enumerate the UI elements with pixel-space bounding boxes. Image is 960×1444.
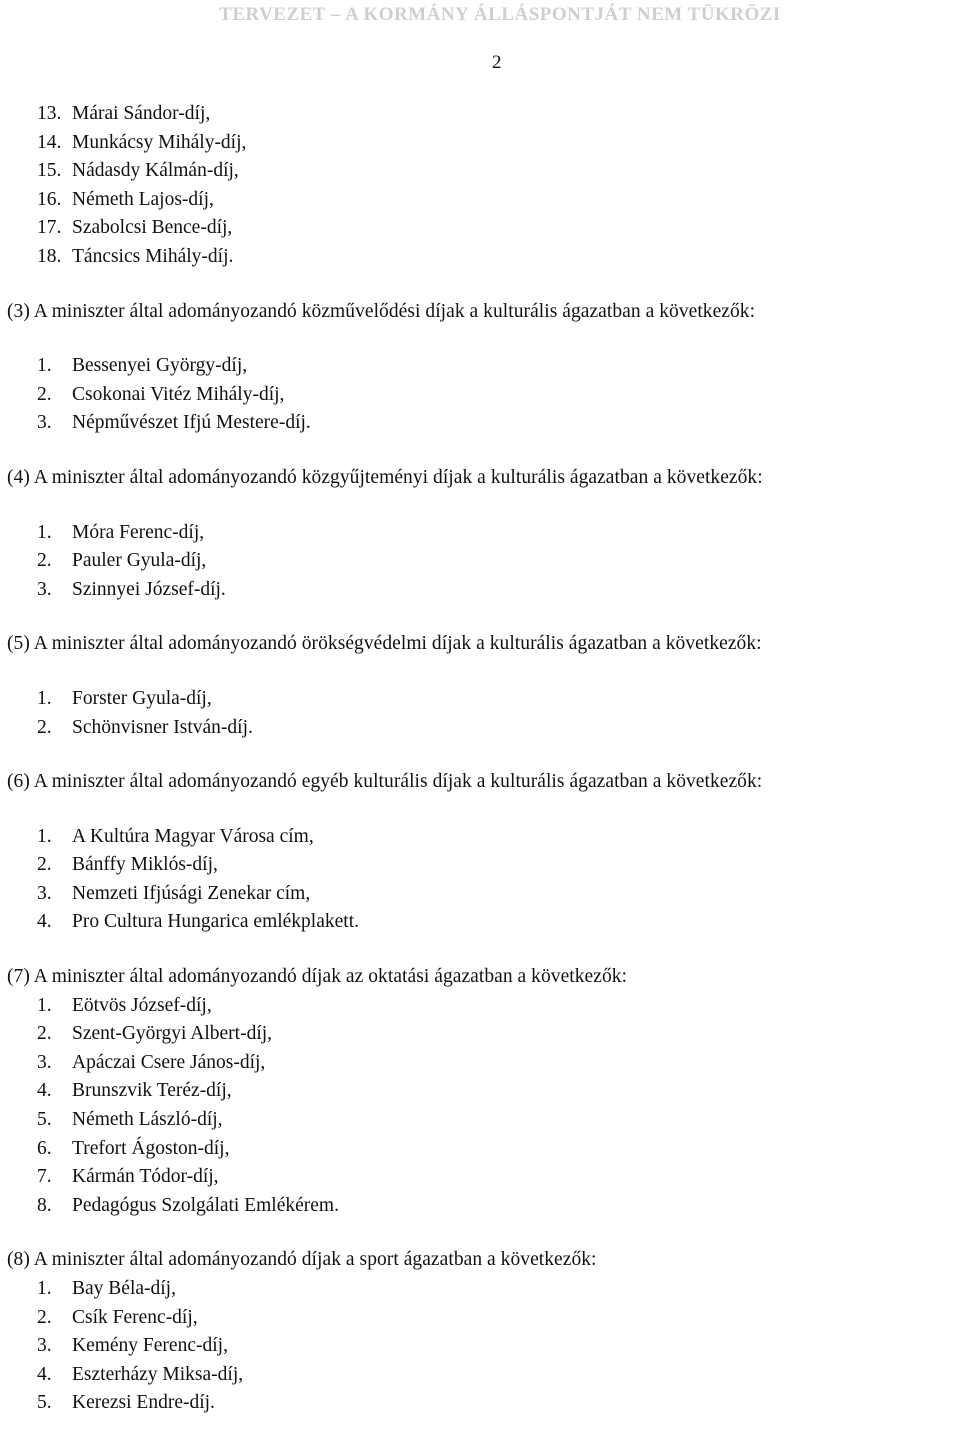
- list-item: [7, 1389, 957, 1418]
- list-item: [7, 1020, 957, 1049]
- list-item: [7, 409, 957, 438]
- list-item: [7, 1361, 957, 1390]
- list-item-text: Németh Lajos-díj,: [72, 188, 214, 210]
- list-item-text: Kerezsi Endre-díj.: [72, 1392, 215, 1414]
- list-item: [7, 1077, 957, 1106]
- list-item: [7, 547, 957, 576]
- list-item: [7, 908, 957, 937]
- kozgyujtemenyi-award-list: [7, 519, 957, 605]
- list-item-number: 14.: [37, 131, 62, 153]
- list-item-number: 13.: [37, 103, 62, 124]
- list-item-number: 3.: [37, 1051, 52, 1073]
- draft-watermark: TERVEZET – A KORMÁNY ÁLLÁSPONTJÁT NEM TÜKRÖZI: [219, 4, 781, 25]
- document-body: [7, 100, 957, 1418]
- list-item-text: Nemzeti Ifjúsági Zenekar cím,: [72, 882, 311, 904]
- list-item-number: 16.: [37, 188, 62, 210]
- list-item: [7, 1049, 957, 1078]
- list-item-text: Németh László-díj,: [72, 1109, 223, 1131]
- list-item-number: 5.: [37, 1392, 52, 1414]
- list-item-text: Szinnyei József-díj.: [72, 578, 226, 600]
- list-item-text: Pedagógus Szolgálati Emlékérem.: [72, 1194, 339, 1216]
- list-item-number: 18.: [37, 245, 62, 267]
- sport-award-list: [7, 1275, 957, 1418]
- list-item-number: 2.: [37, 550, 52, 572]
- list-item-text: Bánffy Miklós-díj,: [72, 854, 218, 876]
- list-item-number: 3.: [37, 1335, 52, 1357]
- list-item-text: A Kultúra Magyar Városa cím,: [72, 825, 314, 847]
- list-item: [7, 576, 957, 605]
- list-item: [7, 129, 957, 158]
- list-item-number: 15.: [37, 160, 62, 182]
- list-item-text: Eszterházy Miksa-díj,: [72, 1363, 244, 1385]
- list-item-number: 7.: [37, 1166, 52, 1188]
- list-item-text: Kemény Ferenc-díj,: [72, 1335, 228, 1357]
- list-item-number: 8.: [37, 1194, 52, 1216]
- list-item: [7, 519, 957, 548]
- list-item: [7, 1106, 957, 1135]
- list-item-text: Csokonai Vitéz Mihály-díj,: [72, 383, 285, 405]
- list-item-text: Csík Ferenc-díj,: [72, 1306, 198, 1328]
- list-item-number: 6.: [37, 1137, 52, 1159]
- list-item-number: 17.: [37, 217, 62, 239]
- list-item-text: Eötvös József-díj,: [72, 994, 212, 1016]
- list-item-text: Brunszvik Teréz-díj,: [72, 1080, 232, 1102]
- list-item-number: 1.: [37, 1278, 52, 1299]
- list-item-number: 2.: [37, 716, 52, 738]
- list-item-text: Táncsics Mihály-díj.: [72, 245, 234, 267]
- list-item-number: 2.: [37, 854, 52, 876]
- list-item-number: 4.: [37, 1363, 52, 1385]
- list-item: [7, 243, 957, 272]
- list-item-text: Nádasdy Kálmán-díj,: [72, 160, 239, 182]
- list-item-number: 3.: [37, 412, 52, 434]
- list-item-text: Pro Cultura Hungarica emlékplakett.: [72, 911, 359, 933]
- list-item: [7, 851, 957, 880]
- paragraph-5: (5) A miniszter által adományozandó örökségvédelmi díjak a kulturális ágazatban a következők:: [7, 633, 762, 655]
- list-item: [7, 1135, 957, 1164]
- list-item-number: 2.: [37, 1306, 52, 1328]
- list-item: [7, 1163, 957, 1192]
- paragraph-3: (3) A miniszter által adományozandó közművelődési díjak a kulturális ágazatban a következők:: [7, 300, 756, 322]
- egyeb-award-list: [7, 823, 957, 937]
- list-item-number: 1.: [37, 355, 52, 377]
- list-item-number: 5.: [37, 1109, 52, 1131]
- list-item-text: Pauler Gyula-díj,: [72, 550, 207, 572]
- list-item-text: Szabolcsi Bence-díj,: [72, 217, 233, 239]
- list-item-number: 1.: [37, 825, 52, 847]
- list-item-text: Szent-Györgyi Albert-díj,: [72, 1023, 273, 1045]
- paragraph-6: (6) A miniszter által adományozandó egyéb kulturális díjak a kulturális ágazatban a következők:: [7, 771, 763, 793]
- list-item-text: Apáczai Csere János-díj,: [72, 1051, 266, 1073]
- paragraph-8: (8) A miniszter által adományozandó díjak a sport ágazatban a következők:: [7, 1249, 597, 1271]
- list-item: [7, 1304, 957, 1333]
- list-item-text: Kármán Tódor-díj,: [72, 1166, 219, 1188]
- list-item: [7, 381, 957, 410]
- list-item: [7, 1275, 957, 1304]
- list-item: [7, 352, 957, 381]
- list-item-text: Népművészet Ifjú Mestere-díj.: [72, 412, 311, 434]
- list-item: [7, 1192, 957, 1221]
- list-item: [7, 685, 957, 714]
- list-item: [7, 214, 957, 243]
- list-item-number: 1.: [37, 994, 52, 1016]
- list-item-number: 4.: [37, 911, 52, 933]
- list-item-number: 3.: [37, 578, 52, 600]
- list-item-text: Munkácsy Mihály-díj,: [72, 131, 247, 153]
- list-item: [7, 1332, 957, 1361]
- oroksegvedelmi-award-list: [7, 685, 957, 742]
- list-item: [7, 100, 957, 129]
- list-item-text: Trefort Ágoston-díj,: [72, 1137, 230, 1159]
- list-item-text: Móra Ferenc-díj,: [72, 521, 205, 543]
- list-item: [7, 880, 957, 909]
- list-item-text: Márai Sándor-díj,: [72, 103, 211, 124]
- list-item-text: Forster Gyula-díj,: [72, 687, 212, 709]
- paragraph-7: (7) A miniszter által adományozandó díjak az oktatási ágazatban a következők:: [7, 966, 628, 988]
- list-item-number: 1.: [37, 521, 52, 543]
- list-item: [7, 714, 957, 743]
- paragraph-4: (4) A miniszter által adományozandó közgyűjteményi díjak a kulturális ágazatban a következők:: [7, 466, 763, 488]
- list-item-number: 1.: [37, 687, 52, 709]
- list-item: [7, 186, 957, 215]
- list-item-number: 2.: [37, 383, 52, 405]
- list-item: [7, 157, 957, 186]
- oktatasi-award-list: [7, 992, 957, 1221]
- list-item-text: Bay Béla-díj,: [72, 1278, 176, 1299]
- list-item: [7, 823, 957, 852]
- list-item-text: Bessenyei György-díj,: [72, 355, 248, 377]
- list-item: [7, 992, 957, 1021]
- kozmuvelodesi-award-list: [7, 352, 957, 438]
- list-item-number: 3.: [37, 882, 52, 904]
- list-item-number: 2.: [37, 1023, 52, 1045]
- list-item-number: 4.: [37, 1080, 52, 1102]
- page-number: 2: [492, 52, 502, 73]
- list-item-text: Schönvisner István-díj.: [72, 716, 253, 738]
- award-list-continued: [7, 100, 957, 272]
